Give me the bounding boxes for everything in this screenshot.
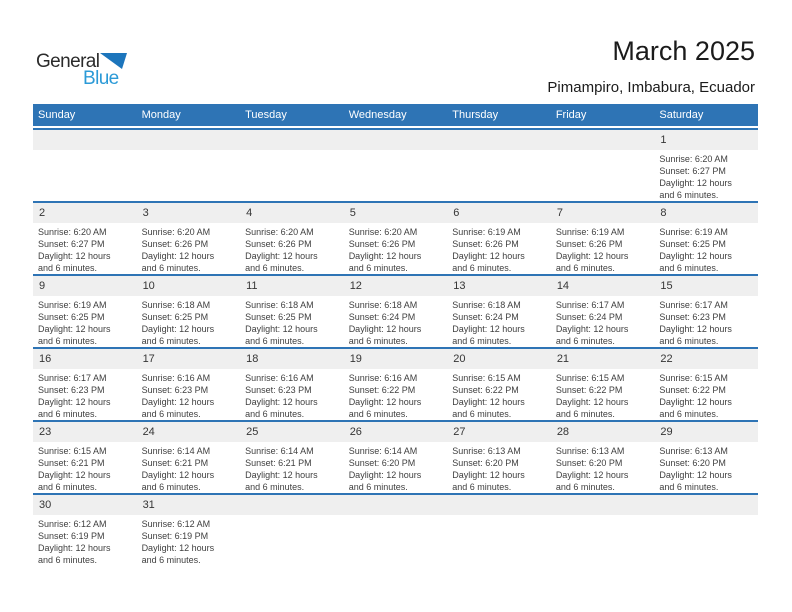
day-details bbox=[447, 442, 551, 493]
sunrise-line: Sunrise: 6:12 AM bbox=[141, 519, 211, 529]
day-cell bbox=[551, 349, 655, 420]
sunset-line: Sunset: 6:27 PM bbox=[38, 239, 105, 249]
day-number: 17 bbox=[137, 349, 241, 369]
location-subtitle: Pimampiro, Imbabura, Ecuador bbox=[547, 79, 755, 96]
day-details bbox=[137, 296, 241, 347]
day-cell bbox=[240, 203, 344, 274]
day-details bbox=[137, 442, 241, 493]
day-cell bbox=[447, 203, 551, 274]
day-number: 27 bbox=[447, 422, 551, 442]
daylight-line-1: Daylight: 12 hours bbox=[659, 178, 732, 188]
daylight-line-1: Daylight: 12 hours bbox=[452, 251, 525, 261]
sunrise-line: Sunrise: 6:14 AM bbox=[141, 446, 211, 456]
logo-triangle-icon bbox=[100, 53, 127, 69]
weekday-cell-thursday: Thursday bbox=[452, 109, 499, 121]
daylight-line-2: and 6 minutes. bbox=[452, 263, 512, 273]
day-cell bbox=[33, 422, 137, 493]
sunrise-line: Sunrise: 6:16 AM bbox=[348, 373, 418, 383]
sunset-line: Sunset: 6:22 PM bbox=[452, 385, 519, 395]
day-details bbox=[137, 515, 241, 566]
day-details bbox=[240, 369, 344, 420]
day-details bbox=[551, 442, 655, 493]
weekday-cell-saturday: Saturday bbox=[659, 109, 704, 121]
sunset-line: Sunset: 6:19 PM bbox=[141, 531, 209, 541]
day-details bbox=[344, 515, 448, 566]
sunrise-line: Sunrise: 6:18 AM bbox=[348, 300, 418, 310]
week-row bbox=[33, 347, 758, 420]
day-details bbox=[240, 223, 344, 274]
daylight-line-1: Daylight: 12 hours bbox=[141, 543, 215, 553]
daylight-line-1: Daylight: 12 hours bbox=[659, 470, 732, 480]
daylight-line-1: Daylight: 12 hours bbox=[452, 470, 525, 480]
sunrise-line: Sunrise: 6:20 AM bbox=[141, 227, 211, 237]
day-number: 7 bbox=[551, 203, 655, 223]
day-details bbox=[33, 369, 137, 420]
day-number: 30 bbox=[33, 495, 137, 515]
day-cell bbox=[344, 203, 448, 274]
day-cell bbox=[447, 349, 551, 420]
sunrise-line: Sunrise: 6:19 AM bbox=[38, 300, 107, 310]
day-cell bbox=[33, 276, 137, 347]
daylight-line-1: Daylight: 12 hours bbox=[348, 397, 422, 407]
day-cell bbox=[654, 276, 758, 347]
day-number: 29 bbox=[654, 422, 758, 442]
day-cell bbox=[137, 130, 241, 201]
day-details bbox=[240, 515, 344, 566]
daylight-line-2: and 6 minutes. bbox=[141, 555, 201, 565]
day-details bbox=[137, 369, 241, 420]
day-number: 31 bbox=[137, 495, 241, 515]
day-number: 21 bbox=[551, 349, 655, 369]
day-cell bbox=[33, 130, 137, 201]
day-cell bbox=[654, 422, 758, 493]
day-number: 28 bbox=[551, 422, 655, 442]
sunset-line: Sunset: 6:21 PM bbox=[245, 458, 312, 468]
day-number bbox=[551, 130, 655, 150]
day-number: 14 bbox=[551, 276, 655, 296]
daylight-line-2: and 6 minutes. bbox=[555, 263, 615, 273]
daylight-line-1: Daylight: 12 hours bbox=[452, 397, 525, 407]
daylight-line-1: Daylight: 12 hours bbox=[659, 251, 732, 261]
weekday-cell-monday: Monday bbox=[141, 109, 181, 121]
sunrise-line: Sunrise: 6:16 AM bbox=[141, 373, 211, 383]
sunset-line: Sunset: 6:23 PM bbox=[659, 312, 726, 322]
day-details bbox=[33, 442, 137, 493]
day-cell bbox=[447, 422, 551, 493]
sunset-line: Sunset: 6:20 PM bbox=[659, 458, 726, 468]
day-details bbox=[654, 515, 758, 566]
daylight-line-2: and 6 minutes. bbox=[452, 409, 512, 419]
day-details bbox=[344, 150, 448, 201]
daylight-line-2: and 6 minutes. bbox=[348, 409, 408, 419]
sunset-line: Sunset: 6:26 PM bbox=[452, 239, 519, 249]
weekday-header bbox=[33, 104, 758, 126]
day-cell bbox=[137, 495, 241, 566]
sunrise-line: Sunrise: 6:13 AM bbox=[452, 446, 521, 456]
sunset-line: Sunset: 6:21 PM bbox=[38, 458, 105, 468]
day-number: 23 bbox=[33, 422, 137, 442]
sunrise-line: Sunrise: 6:16 AM bbox=[245, 373, 314, 383]
day-cell bbox=[240, 495, 344, 566]
day-details bbox=[654, 369, 758, 420]
logo-text-general: General bbox=[36, 51, 100, 72]
daylight-line-2: and 6 minutes. bbox=[348, 336, 408, 346]
day-details bbox=[33, 296, 137, 347]
week-row bbox=[33, 493, 758, 566]
day-number: 4 bbox=[240, 203, 344, 223]
day-cell bbox=[447, 495, 551, 566]
weekday-cell-friday: Friday bbox=[555, 109, 587, 121]
daylight-line-2: and 6 minutes. bbox=[245, 263, 305, 273]
sunrise-line: Sunrise: 6:15 AM bbox=[38, 446, 107, 456]
day-number bbox=[344, 495, 448, 515]
sunrise-line: Sunrise: 6:19 AM bbox=[659, 227, 728, 237]
day-number: 24 bbox=[137, 422, 241, 442]
logo-text-blue: Blue bbox=[83, 68, 119, 89]
day-cell bbox=[240, 349, 344, 420]
sunset-line: Sunset: 6:21 PM bbox=[141, 458, 209, 468]
day-number: 5 bbox=[344, 203, 448, 223]
day-number bbox=[654, 495, 758, 515]
day-number: 22 bbox=[654, 349, 758, 369]
sunrise-line: Sunrise: 6:15 AM bbox=[555, 373, 625, 383]
day-details bbox=[447, 369, 551, 420]
day-number: 16 bbox=[33, 349, 137, 369]
day-cell bbox=[654, 349, 758, 420]
day-cell bbox=[240, 130, 344, 201]
daylight-line-2: and 6 minutes. bbox=[141, 263, 201, 273]
daylight-line-1: Daylight: 12 hours bbox=[348, 324, 422, 334]
daylight-line-2: and 6 minutes. bbox=[38, 555, 98, 565]
day-cell bbox=[137, 276, 241, 347]
daylight-line-2: and 6 minutes. bbox=[452, 336, 512, 346]
daylight-line-1: Daylight: 12 hours bbox=[452, 324, 525, 334]
daylight-line-2: and 6 minutes. bbox=[245, 482, 305, 492]
day-cell bbox=[344, 349, 448, 420]
daylight-line-2: and 6 minutes. bbox=[659, 263, 719, 273]
daylight-line-1: Daylight: 12 hours bbox=[38, 543, 111, 553]
day-number: 3 bbox=[137, 203, 241, 223]
day-details bbox=[240, 442, 344, 493]
sunset-line: Sunset: 6:26 PM bbox=[555, 239, 623, 249]
day-number bbox=[447, 495, 551, 515]
day-cell bbox=[137, 203, 241, 274]
daylight-line-2: and 6 minutes. bbox=[659, 482, 719, 492]
daylight-line-1: Daylight: 12 hours bbox=[38, 470, 111, 480]
day-number: 15 bbox=[654, 276, 758, 296]
day-cell bbox=[137, 349, 241, 420]
sunset-line: Sunset: 6:25 PM bbox=[141, 312, 209, 322]
day-cell bbox=[344, 422, 448, 493]
day-cell bbox=[344, 130, 448, 201]
day-cell bbox=[654, 130, 758, 201]
sunrise-line: Sunrise: 6:17 AM bbox=[659, 300, 728, 310]
sunrise-line: Sunrise: 6:20 AM bbox=[38, 227, 107, 237]
daylight-line-1: Daylight: 12 hours bbox=[141, 324, 215, 334]
day-number bbox=[447, 130, 551, 150]
day-cell bbox=[447, 130, 551, 201]
day-details bbox=[240, 150, 344, 201]
day-number: 9 bbox=[33, 276, 137, 296]
day-number bbox=[137, 130, 241, 150]
day-details bbox=[344, 369, 448, 420]
day-number: 6 bbox=[447, 203, 551, 223]
day-cell bbox=[344, 495, 448, 566]
weekday-cell-sunday: Sunday bbox=[38, 109, 76, 121]
sunrise-line: Sunrise: 6:15 AM bbox=[452, 373, 521, 383]
daylight-line-1: Daylight: 12 hours bbox=[38, 251, 111, 261]
day-details bbox=[551, 223, 655, 274]
sunrise-line: Sunrise: 6:20 AM bbox=[659, 154, 728, 164]
sunrise-line: Sunrise: 6:18 AM bbox=[245, 300, 314, 310]
daylight-line-1: Daylight: 12 hours bbox=[348, 251, 422, 261]
sunset-line: Sunset: 6:24 PM bbox=[348, 312, 416, 322]
day-number: 18 bbox=[240, 349, 344, 369]
day-number bbox=[33, 130, 137, 150]
daylight-line-1: Daylight: 12 hours bbox=[141, 470, 215, 480]
sunset-line: Sunset: 6:22 PM bbox=[348, 385, 416, 395]
sunset-line: Sunset: 6:26 PM bbox=[348, 239, 416, 249]
day-details bbox=[551, 296, 655, 347]
day-number: 11 bbox=[240, 276, 344, 296]
sunset-line: Sunset: 6:25 PM bbox=[245, 312, 312, 322]
daylight-line-1: Daylight: 12 hours bbox=[659, 324, 732, 334]
daylight-line-2: and 6 minutes. bbox=[452, 482, 512, 492]
sunrise-line: Sunrise: 6:14 AM bbox=[245, 446, 314, 456]
week-row bbox=[33, 420, 758, 493]
day-details bbox=[551, 369, 655, 420]
day-number bbox=[240, 495, 344, 515]
day-details bbox=[654, 442, 758, 493]
day-number: 19 bbox=[344, 349, 448, 369]
day-details bbox=[551, 515, 655, 566]
sunrise-line: Sunrise: 6:17 AM bbox=[38, 373, 107, 383]
day-details bbox=[33, 150, 137, 201]
sunset-line: Sunset: 6:26 PM bbox=[245, 239, 312, 249]
daylight-line-2: and 6 minutes. bbox=[38, 336, 98, 346]
weekday-cell-wednesday: Wednesday bbox=[348, 109, 407, 121]
day-cell bbox=[654, 203, 758, 274]
sunrise-line: Sunrise: 6:19 AM bbox=[452, 227, 521, 237]
day-cell bbox=[551, 422, 655, 493]
daylight-line-2: and 6 minutes. bbox=[38, 409, 98, 419]
sunrise-line: Sunrise: 6:14 AM bbox=[348, 446, 418, 456]
day-details bbox=[344, 223, 448, 274]
sunrise-line: Sunrise: 6:15 AM bbox=[659, 373, 728, 383]
daylight-line-1: Daylight: 12 hours bbox=[141, 397, 215, 407]
day-cell bbox=[240, 276, 344, 347]
daylight-line-1: Daylight: 12 hours bbox=[38, 324, 111, 334]
day-cell bbox=[344, 276, 448, 347]
calendar-grid bbox=[33, 128, 758, 566]
day-details bbox=[447, 515, 551, 566]
sunset-line: Sunset: 6:22 PM bbox=[659, 385, 726, 395]
day-details bbox=[654, 223, 758, 274]
daylight-line-1: Daylight: 12 hours bbox=[555, 324, 629, 334]
sunset-line: Sunset: 6:23 PM bbox=[141, 385, 209, 395]
daylight-line-2: and 6 minutes. bbox=[348, 263, 408, 273]
daylight-line-2: and 6 minutes. bbox=[555, 336, 615, 346]
daylight-line-2: and 6 minutes. bbox=[659, 190, 719, 200]
day-details bbox=[137, 223, 241, 274]
day-number bbox=[344, 130, 448, 150]
sunrise-line: Sunrise: 6:13 AM bbox=[555, 446, 625, 456]
sunrise-line: Sunrise: 6:17 AM bbox=[555, 300, 625, 310]
sunset-line: Sunset: 6:25 PM bbox=[38, 312, 105, 322]
daylight-line-2: and 6 minutes. bbox=[659, 336, 719, 346]
daylight-line-1: Daylight: 12 hours bbox=[555, 470, 629, 480]
sunset-line: Sunset: 6:22 PM bbox=[555, 385, 623, 395]
page-title: March 2025 bbox=[612, 36, 755, 66]
day-number bbox=[240, 130, 344, 150]
day-cell bbox=[551, 276, 655, 347]
daylight-line-2: and 6 minutes. bbox=[659, 409, 719, 419]
day-number: 26 bbox=[344, 422, 448, 442]
day-details bbox=[654, 150, 758, 201]
day-details bbox=[33, 223, 137, 274]
calendar bbox=[33, 104, 758, 566]
sunrise-line: Sunrise: 6:13 AM bbox=[659, 446, 728, 456]
sunrise-line: Sunrise: 6:18 AM bbox=[452, 300, 521, 310]
daylight-line-1: Daylight: 12 hours bbox=[245, 470, 318, 480]
daylight-line-1: Daylight: 12 hours bbox=[659, 397, 732, 407]
day-details bbox=[344, 442, 448, 493]
day-details bbox=[344, 296, 448, 347]
day-number: 10 bbox=[137, 276, 241, 296]
day-number: 25 bbox=[240, 422, 344, 442]
daylight-line-2: and 6 minutes. bbox=[141, 336, 201, 346]
day-number: 8 bbox=[654, 203, 758, 223]
sunrise-line: Sunrise: 6:20 AM bbox=[245, 227, 314, 237]
daylight-line-2: and 6 minutes. bbox=[141, 409, 201, 419]
daylight-line-2: and 6 minutes. bbox=[141, 482, 201, 492]
weekday-cell-tuesday: Tuesday bbox=[245, 109, 287, 121]
daylight-line-2: and 6 minutes. bbox=[555, 482, 615, 492]
daylight-line-1: Daylight: 12 hours bbox=[245, 397, 318, 407]
daylight-line-1: Daylight: 12 hours bbox=[38, 397, 111, 407]
day-cell bbox=[33, 203, 137, 274]
sunset-line: Sunset: 6:27 PM bbox=[659, 166, 726, 176]
day-details bbox=[137, 150, 241, 201]
sunrise-line: Sunrise: 6:18 AM bbox=[141, 300, 211, 310]
day-number: 1 bbox=[654, 130, 758, 150]
day-cell bbox=[551, 495, 655, 566]
sunset-line: Sunset: 6:19 PM bbox=[38, 531, 105, 541]
day-number bbox=[551, 495, 655, 515]
sunset-line: Sunset: 6:25 PM bbox=[659, 239, 726, 249]
daylight-line-1: Daylight: 12 hours bbox=[348, 470, 422, 480]
day-cell bbox=[654, 495, 758, 566]
daylight-line-2: and 6 minutes. bbox=[38, 263, 98, 273]
generalblue-logo bbox=[36, 53, 127, 87]
day-details bbox=[240, 296, 344, 347]
day-cell bbox=[447, 276, 551, 347]
day-number: 13 bbox=[447, 276, 551, 296]
week-row bbox=[33, 274, 758, 347]
day-number: 12 bbox=[344, 276, 448, 296]
daylight-line-1: Daylight: 12 hours bbox=[245, 324, 318, 334]
sunset-line: Sunset: 6:24 PM bbox=[452, 312, 519, 322]
daylight-line-2: and 6 minutes. bbox=[348, 482, 408, 492]
day-details bbox=[33, 515, 137, 566]
daylight-line-1: Daylight: 12 hours bbox=[245, 251, 318, 261]
day-details bbox=[447, 296, 551, 347]
sunset-line: Sunset: 6:20 PM bbox=[555, 458, 623, 468]
day-details bbox=[447, 150, 551, 201]
sunset-line: Sunset: 6:23 PM bbox=[38, 385, 105, 395]
daylight-line-2: and 6 minutes. bbox=[38, 482, 98, 492]
daylight-line-1: Daylight: 12 hours bbox=[555, 251, 629, 261]
sunrise-line: Sunrise: 6:19 AM bbox=[555, 227, 625, 237]
daylight-line-2: and 6 minutes. bbox=[245, 409, 305, 419]
day-cell bbox=[33, 495, 137, 566]
daylight-line-1: Daylight: 12 hours bbox=[555, 397, 629, 407]
sunset-line: Sunset: 6:20 PM bbox=[348, 458, 416, 468]
daylight-line-2: and 6 minutes. bbox=[555, 409, 615, 419]
sunset-line: Sunset: 6:26 PM bbox=[141, 239, 209, 249]
sunset-line: Sunset: 6:23 PM bbox=[245, 385, 312, 395]
day-cell bbox=[551, 130, 655, 201]
day-cell bbox=[240, 422, 344, 493]
day-details bbox=[654, 296, 758, 347]
daylight-line-1: Daylight: 12 hours bbox=[141, 251, 215, 261]
sunset-line: Sunset: 6:24 PM bbox=[555, 312, 623, 322]
day-cell bbox=[33, 349, 137, 420]
day-number: 20 bbox=[447, 349, 551, 369]
daylight-line-2: and 6 minutes. bbox=[245, 336, 305, 346]
day-cell bbox=[137, 422, 241, 493]
day-cell bbox=[551, 203, 655, 274]
day-details bbox=[447, 223, 551, 274]
sunrise-line: Sunrise: 6:20 AM bbox=[348, 227, 418, 237]
day-details bbox=[551, 150, 655, 201]
sunrise-line: Sunrise: 6:12 AM bbox=[38, 519, 107, 529]
week-row bbox=[33, 201, 758, 274]
sunset-line: Sunset: 6:20 PM bbox=[452, 458, 519, 468]
title-block bbox=[547, 36, 755, 96]
week-row bbox=[33, 128, 758, 201]
day-number: 2 bbox=[33, 203, 137, 223]
